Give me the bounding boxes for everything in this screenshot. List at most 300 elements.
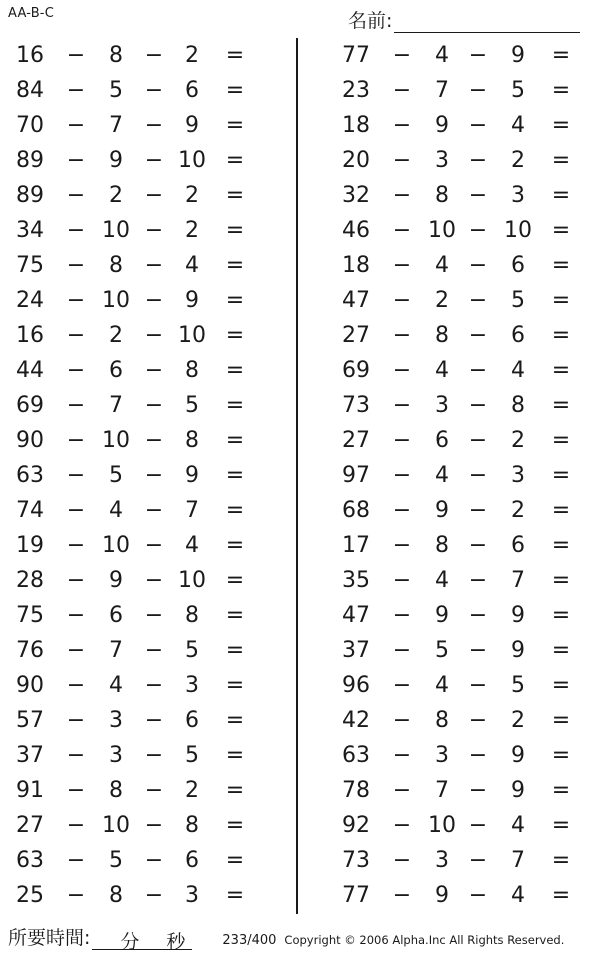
minus-sign: − <box>144 78 164 103</box>
equals-sign: = <box>225 778 245 803</box>
minus-sign: − <box>66 743 86 768</box>
third-operand: 8 <box>185 603 199 628</box>
first-operand: 73 <box>342 393 370 418</box>
first-operand: 28 <box>16 568 44 593</box>
problem-row <box>0 108 296 143</box>
minus-sign: − <box>144 708 164 733</box>
equals-sign: = <box>551 323 571 348</box>
minus-sign: − <box>66 113 86 138</box>
minus-sign: − <box>144 848 164 873</box>
problem-row <box>0 178 296 213</box>
third-operand: 2 <box>185 183 199 208</box>
third-operand: 10 <box>178 568 206 593</box>
minus-sign: − <box>468 813 488 838</box>
first-operand: 44 <box>16 358 44 383</box>
third-operand: 9 <box>185 288 199 313</box>
minus-sign: − <box>392 883 412 908</box>
second-operand: 4 <box>435 463 449 488</box>
third-operand: 3 <box>511 463 525 488</box>
minus-sign: − <box>66 533 86 558</box>
minus-sign: − <box>468 78 488 103</box>
time-taken-field[interactable] <box>8 923 192 953</box>
equals-sign: = <box>551 463 571 488</box>
second-operand: 3 <box>109 743 123 768</box>
minus-sign: − <box>66 148 86 173</box>
minus-sign: − <box>392 323 412 348</box>
third-operand: 9 <box>185 113 199 138</box>
equals-sign: = <box>225 78 245 103</box>
minus-sign: − <box>468 603 488 628</box>
second-operand: 8 <box>109 778 123 803</box>
second-operand: 4 <box>435 253 449 278</box>
problem-row <box>0 248 296 283</box>
problem-row <box>0 528 296 563</box>
minus-sign: − <box>144 428 164 453</box>
first-operand: 25 <box>16 883 44 908</box>
first-operand: 84 <box>16 78 44 103</box>
minus-sign: − <box>66 638 86 663</box>
second-operand: 8 <box>109 43 123 68</box>
problem-row <box>0 458 296 493</box>
equals-sign: = <box>225 393 245 418</box>
third-operand: 9 <box>511 603 525 628</box>
minus-sign: − <box>66 253 86 278</box>
minus-sign: − <box>144 533 164 558</box>
second-operand: 9 <box>435 883 449 908</box>
second-operand: 10 <box>102 288 130 313</box>
third-operand: 8 <box>185 813 199 838</box>
equals-sign: = <box>225 568 245 593</box>
minus-sign: − <box>468 148 488 173</box>
problem-row <box>0 353 296 388</box>
time-taken-label: 所要時間: <box>8 927 91 949</box>
problem-row <box>328 633 600 668</box>
equals-sign: = <box>225 253 245 278</box>
first-operand: 96 <box>342 673 370 698</box>
minus-sign: − <box>66 708 86 733</box>
page-number: 233/400 <box>222 933 277 948</box>
third-operand: 9 <box>185 463 199 488</box>
minus-sign: − <box>144 253 164 278</box>
first-operand: 91 <box>16 778 44 803</box>
second-operand: 2 <box>435 288 449 313</box>
third-operand: 3 <box>185 883 199 908</box>
problem-row <box>328 353 600 388</box>
problem-row <box>0 38 296 73</box>
first-operand: 69 <box>16 393 44 418</box>
third-operand: 6 <box>185 78 199 103</box>
first-operand: 16 <box>16 43 44 68</box>
problem-row <box>328 38 600 73</box>
third-operand: 4 <box>511 113 525 138</box>
minus-sign: − <box>468 358 488 383</box>
minus-sign: − <box>392 603 412 628</box>
first-operand: 76 <box>16 638 44 663</box>
minus-sign: − <box>468 708 488 733</box>
problem-row <box>0 388 296 423</box>
minus-sign: − <box>66 78 86 103</box>
minus-sign: − <box>392 708 412 733</box>
first-operand: 27 <box>342 323 370 348</box>
minus-sign: − <box>392 358 412 383</box>
second-operand: 7 <box>109 638 123 663</box>
minus-sign: − <box>468 498 488 523</box>
problem-row <box>328 73 600 108</box>
first-operand: 35 <box>342 568 370 593</box>
problem-row <box>0 213 296 248</box>
minus-sign: − <box>392 218 412 243</box>
second-operand: 6 <box>435 428 449 453</box>
minus-sign: − <box>468 253 488 278</box>
problem-row <box>328 283 600 318</box>
equals-sign: = <box>551 498 571 523</box>
equals-sign: = <box>225 218 245 243</box>
third-operand: 5 <box>185 393 199 418</box>
first-operand: 18 <box>342 113 370 138</box>
equals-sign: = <box>551 253 571 278</box>
first-operand: 68 <box>342 498 370 523</box>
equals-sign: = <box>225 813 245 838</box>
equals-sign: = <box>225 183 245 208</box>
problem-row <box>328 738 600 773</box>
minus-sign: − <box>392 498 412 523</box>
equals-sign: = <box>225 883 245 908</box>
first-operand: 23 <box>342 78 370 103</box>
problem-row <box>0 633 296 668</box>
first-operand: 47 <box>342 288 370 313</box>
second-operand: 4 <box>435 673 449 698</box>
equals-sign: = <box>225 358 245 383</box>
third-operand: 9 <box>511 778 525 803</box>
minus-sign: − <box>468 778 488 803</box>
problem-row <box>328 773 600 808</box>
equals-sign: = <box>551 148 571 173</box>
minus-sign: − <box>66 288 86 313</box>
second-operand: 10 <box>428 813 456 838</box>
problem-row <box>328 808 600 843</box>
first-operand: 89 <box>16 183 44 208</box>
minus-sign: − <box>66 428 86 453</box>
minus-sign: − <box>468 113 488 138</box>
second-operand: 4 <box>109 673 123 698</box>
third-operand: 5 <box>185 743 199 768</box>
first-operand: 97 <box>342 463 370 488</box>
first-operand: 75 <box>16 603 44 628</box>
minus-sign: − <box>468 183 488 208</box>
second-operand: 3 <box>435 848 449 873</box>
name-blank-line[interactable] <box>394 12 580 33</box>
minus-sign: − <box>144 218 164 243</box>
second-operand: 2 <box>109 323 123 348</box>
minus-sign: − <box>144 358 164 383</box>
time-blank-line[interactable] <box>92 927 192 953</box>
second-operand: 6 <box>109 603 123 628</box>
third-operand: 2 <box>511 708 525 733</box>
second-operand: 10 <box>102 428 130 453</box>
minus-sign: − <box>392 813 412 838</box>
equals-sign: = <box>225 498 245 523</box>
equals-sign: = <box>225 428 245 453</box>
minus-sign: − <box>468 638 488 663</box>
third-operand: 3 <box>511 183 525 208</box>
third-operand: 2 <box>511 498 525 523</box>
minus-sign: − <box>392 428 412 453</box>
first-operand: 47 <box>342 603 370 628</box>
minus-sign: − <box>66 568 86 593</box>
minus-sign: − <box>144 568 164 593</box>
minus-sign: − <box>66 603 86 628</box>
minus-sign: − <box>66 183 86 208</box>
first-operand: 37 <box>342 638 370 663</box>
second-operand: 10 <box>102 218 130 243</box>
third-operand: 8 <box>185 358 199 383</box>
equals-sign: = <box>225 848 245 873</box>
minus-sign: − <box>468 218 488 243</box>
third-operand: 5 <box>185 638 199 663</box>
problem-row <box>0 738 296 773</box>
minus-sign: − <box>392 778 412 803</box>
minus-sign: − <box>144 813 164 838</box>
first-operand: 73 <box>342 848 370 873</box>
minus-sign: − <box>392 568 412 593</box>
third-operand: 9 <box>511 743 525 768</box>
equals-sign: = <box>225 638 245 663</box>
second-operand: 4 <box>109 498 123 523</box>
third-operand: 2 <box>185 218 199 243</box>
minus-sign: − <box>66 323 86 348</box>
problem-row <box>328 878 600 913</box>
equals-sign: = <box>225 148 245 173</box>
problem-row <box>0 493 296 528</box>
second-operand: 5 <box>109 848 123 873</box>
second-operand: 7 <box>109 393 123 418</box>
problem-row <box>328 318 600 353</box>
first-operand: 18 <box>342 253 370 278</box>
minus-sign: − <box>144 393 164 418</box>
second-operand: 3 <box>435 393 449 418</box>
first-operand: 19 <box>16 533 44 558</box>
minus-sign: − <box>66 218 86 243</box>
equals-sign: = <box>225 603 245 628</box>
third-operand: 2 <box>185 778 199 803</box>
first-operand: 78 <box>342 778 370 803</box>
first-operand: 92 <box>342 813 370 838</box>
third-operand: 10 <box>178 323 206 348</box>
equals-sign: = <box>551 883 571 908</box>
minus-sign: − <box>66 883 86 908</box>
second-operand: 9 <box>435 113 449 138</box>
first-operand: 77 <box>342 883 370 908</box>
problem-row <box>0 878 296 913</box>
equals-sign: = <box>551 218 571 243</box>
problem-row <box>0 598 296 633</box>
minus-sign: − <box>66 43 86 68</box>
minus-sign: − <box>144 288 164 313</box>
minus-sign: − <box>144 743 164 768</box>
equals-sign: = <box>551 533 571 558</box>
first-operand: 27 <box>342 428 370 453</box>
minus-sign: − <box>468 463 488 488</box>
first-operand: 69 <box>342 358 370 383</box>
equals-sign: = <box>225 673 245 698</box>
problem-row <box>0 808 296 843</box>
minus-sign: − <box>392 183 412 208</box>
footer <box>8 920 592 953</box>
third-operand: 2 <box>511 428 525 453</box>
minus-sign: − <box>144 183 164 208</box>
minus-sign: − <box>392 253 412 278</box>
minus-sign: − <box>468 288 488 313</box>
first-operand: 90 <box>16 673 44 698</box>
second-operand: 8 <box>435 323 449 348</box>
equals-sign: = <box>225 463 245 488</box>
third-operand: 4 <box>185 253 199 278</box>
minus-sign: − <box>66 813 86 838</box>
minus-sign: − <box>468 323 488 348</box>
second-operand: 10 <box>102 533 130 558</box>
minus-sign: − <box>392 148 412 173</box>
third-operand: 10 <box>178 148 206 173</box>
problem-row <box>328 843 600 878</box>
third-operand: 6 <box>511 323 525 348</box>
copyright-notice: Copyright © 2006 Alpha.Inc All Rights Reserved. <box>284 933 565 947</box>
third-operand: 2 <box>511 148 525 173</box>
equals-sign: = <box>551 78 571 103</box>
second-operand: 8 <box>435 183 449 208</box>
third-operand: 5 <box>511 288 525 313</box>
minus-sign: − <box>392 533 412 558</box>
second-operand: 4 <box>435 358 449 383</box>
first-operand: 27 <box>16 813 44 838</box>
equals-sign: = <box>551 778 571 803</box>
third-operand: 4 <box>511 813 525 838</box>
problem-row <box>328 108 600 143</box>
first-operand: 24 <box>16 288 44 313</box>
third-operand: 5 <box>511 78 525 103</box>
second-operand: 3 <box>435 148 449 173</box>
second-operand: 8 <box>109 883 123 908</box>
problem-row <box>0 423 296 458</box>
problem-row <box>328 598 600 633</box>
left-problem-column <box>0 38 296 913</box>
equals-sign: = <box>225 323 245 348</box>
second-operand: 3 <box>435 743 449 768</box>
minus-sign: − <box>66 498 86 523</box>
problem-row <box>0 143 296 178</box>
third-operand: 8 <box>511 393 525 418</box>
column-divider <box>296 38 298 914</box>
third-operand: 8 <box>185 428 199 453</box>
third-operand: 7 <box>511 848 525 873</box>
equals-sign: = <box>225 743 245 768</box>
third-operand: 9 <box>511 638 525 663</box>
third-operand: 6 <box>511 253 525 278</box>
third-operand: 4 <box>185 533 199 558</box>
equals-sign: = <box>551 813 571 838</box>
first-operand: 37 <box>16 743 44 768</box>
minus-sign: − <box>392 288 412 313</box>
third-operand: 6 <box>185 708 199 733</box>
second-operand: 8 <box>109 253 123 278</box>
problem-row <box>328 703 600 738</box>
third-operand: 4 <box>511 358 525 383</box>
first-operand: 20 <box>342 148 370 173</box>
problem-row <box>0 563 296 598</box>
equals-sign: = <box>551 428 571 453</box>
first-operand: 34 <box>16 218 44 243</box>
equals-sign: = <box>551 43 571 68</box>
second-operand: 4 <box>435 43 449 68</box>
first-operand: 89 <box>16 148 44 173</box>
problem-row <box>328 563 600 598</box>
first-operand: 90 <box>16 428 44 453</box>
equals-sign: = <box>551 288 571 313</box>
minus-sign: − <box>144 463 164 488</box>
problem-row <box>0 843 296 878</box>
problem-row <box>328 668 600 703</box>
minus-sign: − <box>144 603 164 628</box>
minus-sign: − <box>392 848 412 873</box>
right-problem-column <box>328 38 600 913</box>
equals-sign: = <box>551 113 571 138</box>
second-operand: 8 <box>435 533 449 558</box>
minus-sign: − <box>468 743 488 768</box>
first-operand: 70 <box>16 113 44 138</box>
second-operand: 7 <box>435 778 449 803</box>
equals-sign: = <box>225 533 245 558</box>
first-operand: 17 <box>342 533 370 558</box>
minus-sign: − <box>468 43 488 68</box>
minus-sign: − <box>66 848 86 873</box>
equals-sign: = <box>551 673 571 698</box>
second-operand: 3 <box>109 708 123 733</box>
equals-sign: = <box>551 848 571 873</box>
minus-sign: − <box>392 393 412 418</box>
problem-row <box>328 528 600 563</box>
second-operand: 9 <box>435 603 449 628</box>
first-operand: 63 <box>16 463 44 488</box>
problem-row <box>328 458 600 493</box>
first-operand: 16 <box>16 323 44 348</box>
name-label: 名前: <box>348 10 393 32</box>
equals-sign: = <box>551 568 571 593</box>
minus-sign: − <box>144 43 164 68</box>
minutes-unit: 分 <box>120 931 140 953</box>
minus-sign: − <box>144 638 164 663</box>
name-field[interactable] <box>348 6 580 33</box>
sheet-code: AA-B-C <box>8 6 54 21</box>
second-operand: 9 <box>109 568 123 593</box>
third-operand: 2 <box>185 43 199 68</box>
problem-row <box>0 318 296 353</box>
first-operand: 77 <box>342 43 370 68</box>
problem-row <box>0 773 296 808</box>
problem-row <box>328 493 600 528</box>
problem-row <box>0 668 296 703</box>
minus-sign: − <box>144 323 164 348</box>
first-operand: 42 <box>342 708 370 733</box>
minus-sign: − <box>468 883 488 908</box>
minus-sign: − <box>144 673 164 698</box>
third-operand: 3 <box>185 673 199 698</box>
problem-row <box>328 213 600 248</box>
second-operand: 2 <box>109 183 123 208</box>
minus-sign: − <box>144 498 164 523</box>
second-operand: 5 <box>109 78 123 103</box>
problem-row <box>328 143 600 178</box>
problem-row <box>328 248 600 283</box>
minus-sign: − <box>392 638 412 663</box>
